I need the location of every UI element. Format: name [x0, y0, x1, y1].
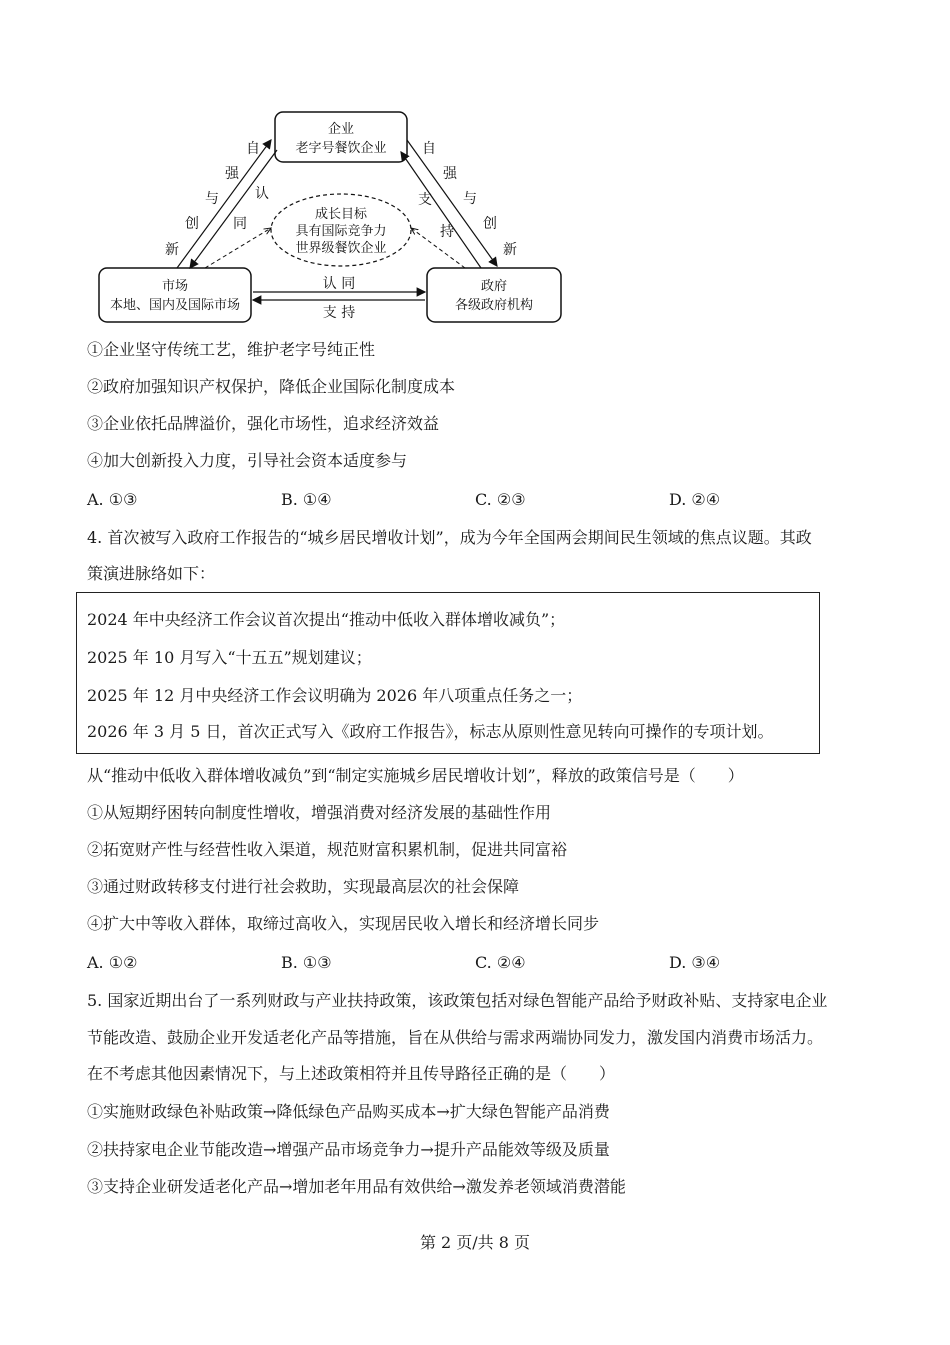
right-outer-char-1: 自 — [422, 141, 436, 157]
left-outer-char-1: 自 — [246, 141, 260, 157]
goal-line3: 世界级餐饮企业 — [295, 241, 387, 256]
enterprise-title: 企业 — [327, 122, 355, 137]
q4-box-line-1: 2024 年中央经济工作会议首次提出“推动中低收入群体增收减负”； — [87, 610, 566, 629]
q3-option-b[interactable]: B. ①④ — [281, 490, 332, 509]
goal-line2: 具有国际竞争力 — [295, 224, 387, 239]
q3-statement-4: ④加大创新投入力度，引导社会资本适度参与 — [87, 451, 408, 470]
market-box — [99, 268, 251, 322]
q3-statement-3: ③企业依托品牌溢价，强化市场性，追求经济效益 — [87, 414, 440, 433]
q4-stem-line2: 策演进脉络如下： — [87, 564, 216, 583]
q4-box-line-3: 2025 年 12 月中央经济工作会议明确为 2026 年八项重点任务之一； — [87, 686, 583, 705]
government-title: 政府 — [480, 279, 508, 294]
market-to-enterprise-arrow — [177, 140, 271, 268]
q4-box-line-4: 2026 年 3 月 5 日，首次正式写入《政府工作报告》，标志从原则性意见转向可操作的专项计划。 — [87, 722, 774, 741]
market-subtitle: 本地、国内及国际市场 — [109, 298, 241, 313]
q4-statement-2: ②拓宽财产性与经营性收入渠道，规范财富积累机制，促进共同富裕 — [87, 840, 568, 859]
left-outer-char-3: 与 — [205, 191, 219, 207]
q4-statement-3: ③通过财政转移支付进行社会救助，实现最高层次的社会保障 — [87, 877, 520, 896]
q4-box-line-2: 2025 年 10 月写入“十五五”规划建议； — [87, 648, 372, 667]
bottom-bottom-label: 支 持 — [322, 305, 356, 321]
q4-statement-4: ④扩大中等收入群体，取缔过高收入，实现居民收入增长和经济增长同步 — [87, 914, 600, 933]
right-inner-char-2: 持 — [440, 224, 454, 240]
q5-stem-line1: 5. 国家近期出台了一系列财政与产业扶持政策，该政策包括对绿色智能产品给予财政补贴、支持家电企业 — [87, 991, 828, 1010]
q3-options — [87, 490, 847, 510]
q5-statement-2: ②扶持家电企业节能改造→增强产品市场竞争力→提升产品能效等级及质量 — [87, 1140, 610, 1159]
q3-option-a[interactable]: A. ①③ — [87, 490, 138, 509]
diagram-svg — [95, 108, 565, 330]
government-box — [427, 268, 561, 322]
goal-line1: 成长目标 — [314, 207, 368, 222]
q3-statement-2: ②政府加强知识产权保护，降低企业国际化制度成本 — [87, 377, 456, 396]
q4-option-d[interactable]: D. ③④ — [669, 953, 721, 972]
government-subtitle: 各级政府机构 — [454, 298, 534, 313]
q4-question: 从“推动中低收入群体增收减负”到“制定实施城乡居民增收计划”，释放的政策信号是（ ） — [87, 766, 744, 785]
relationship-diagram — [95, 108, 565, 330]
q5-statement-3: ③支持企业研发适老化产品→增加老年用品有效供给→激发养老领域消费潜能 — [87, 1177, 626, 1196]
left-outer-char-4: 创 — [185, 216, 199, 232]
left-outer-char-5: 新 — [165, 242, 179, 258]
q3-option-d[interactable]: D. ②④ — [669, 490, 721, 509]
q3-statement-1: ①企业坚守传统工艺，维护老字号纯正性 — [87, 340, 376, 359]
left-inner-char-1: 认 — [255, 186, 269, 202]
right-outer-char-4: 创 — [483, 216, 497, 232]
right-outer-char-3: 与 — [463, 191, 477, 207]
q4-statement-1: ①从短期纾困转向制度性增收，增强消费对经济发展的基础性作用 — [87, 803, 552, 822]
page-footer: 第 2 页/共 8 页 — [419, 1233, 531, 1252]
q4-option-c[interactable]: C. ②④ — [475, 953, 526, 972]
q4-option-a[interactable]: A. ①② — [87, 953, 138, 972]
q5-statement-1: ①实施财政绿色补贴政策→降低绿色产品购买成本→扩大绿色智能产品消费 — [87, 1102, 610, 1121]
q5-stem-line3: 在不考虑其他因素情况下，与上述政策相符并且传导路径正确的是（ ） — [87, 1064, 616, 1083]
q5-stem-line2: 节能改造、鼓励企业开发适老化产品等措施，旨在从供给与需求两端协同发力，激发国内消费市场活力。 — [87, 1028, 824, 1047]
right-inner-char-1: 支 — [418, 192, 432, 208]
right-outer-char-2: 强 — [443, 166, 457, 182]
left-inner-char-2: 同 — [233, 216, 247, 232]
right-outer-char-5: 新 — [503, 242, 517, 258]
q3-option-c[interactable]: C. ②③ — [475, 490, 526, 509]
market-title: 市场 — [161, 279, 189, 294]
q4-stem-line1: 4. 首次被写入政府工作报告的“城乡居民增收计划”，成为今年全国两会期间民生领域的焦点议题。其政 — [87, 528, 812, 547]
q4-option-b[interactable]: B. ①③ — [281, 953, 332, 972]
bottom-top-label: 认 同 — [322, 276, 356, 292]
enterprise-subtitle: 老字号餐饮企业 — [295, 141, 387, 156]
left-outer-char-2: 强 — [225, 166, 239, 182]
q4-timeline-box — [76, 592, 820, 754]
q4-options — [87, 953, 847, 973]
